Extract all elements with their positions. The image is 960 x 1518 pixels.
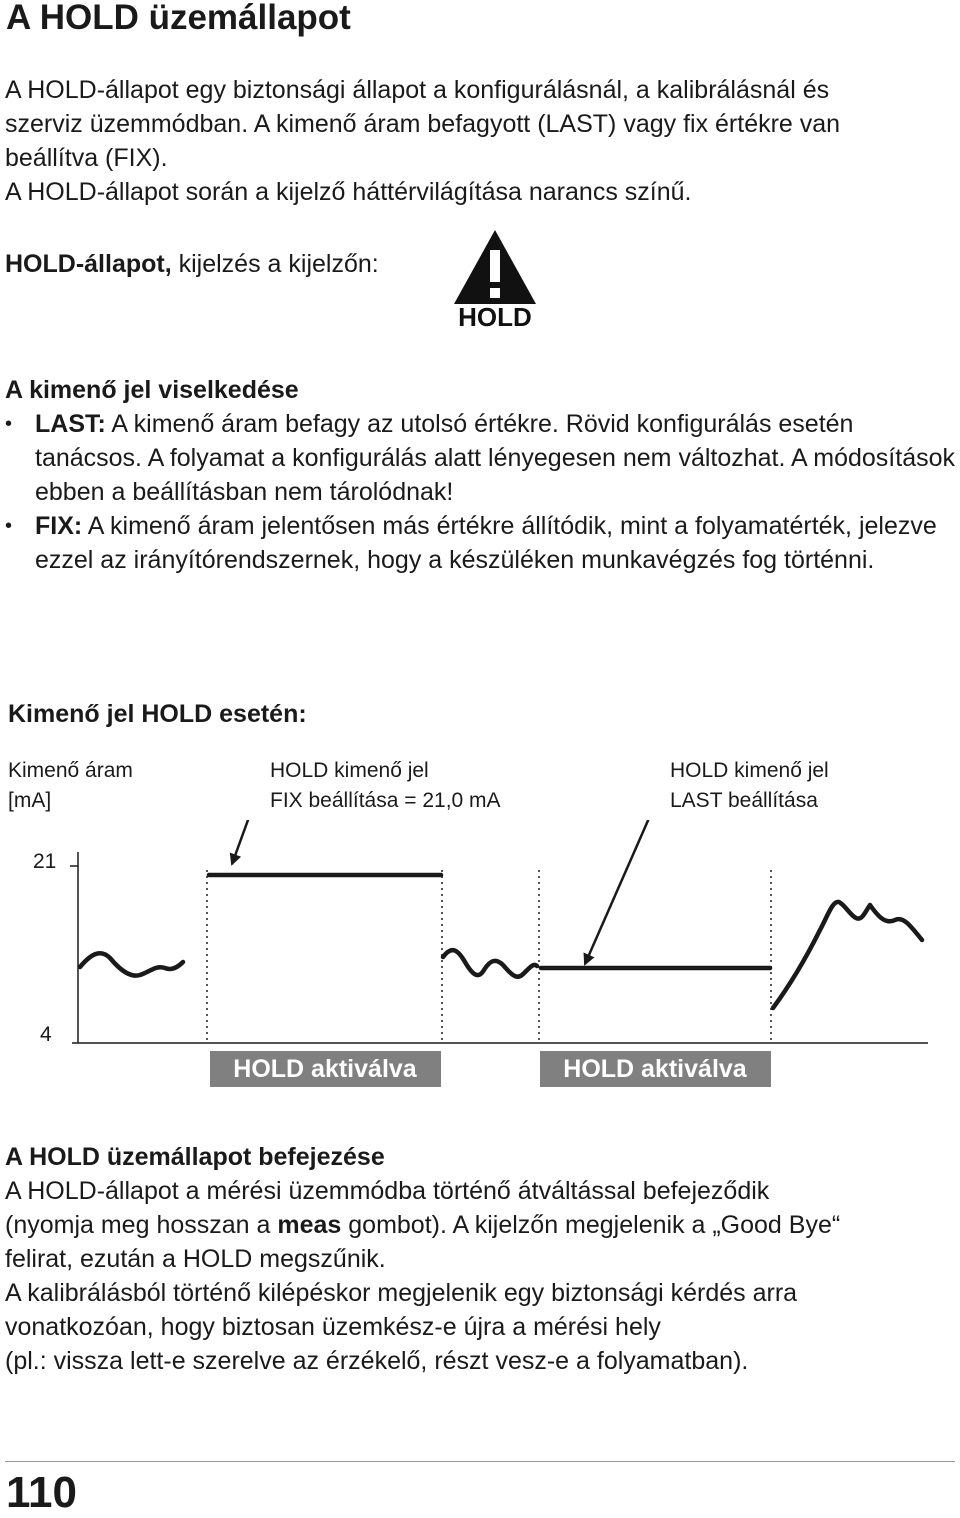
bullet-key: FIX: xyxy=(35,512,83,540)
fix-arrow xyxy=(232,820,256,864)
last-annotation xyxy=(670,756,829,816)
list-item xyxy=(5,407,955,509)
chart-heading: Kimenő jel HOLD esetén: xyxy=(8,700,307,728)
intro-paragraph xyxy=(5,73,840,209)
ending-text: gombot). A kijelzőn megjelenik a „Good Bye“ xyxy=(341,1211,841,1239)
list-item xyxy=(5,509,955,577)
ending-heading: A HOLD üzemállapot befejezése xyxy=(5,1143,385,1171)
signal-segment xyxy=(80,953,183,975)
behavior-section xyxy=(5,373,955,577)
ylabel-line: Kimenő áram xyxy=(8,759,133,782)
display-label xyxy=(5,247,379,281)
intro-line: beállítva (FIX). xyxy=(5,144,168,172)
y-tick-label: 21 xyxy=(33,850,57,873)
ylabel-line: [mA] xyxy=(8,789,52,812)
hold-active-badge-text: HOLD aktiválva xyxy=(563,1055,747,1083)
page-number: 110 xyxy=(6,1468,77,1517)
ending-line: vonatkozóan, hogy biztosan üzemkész-e újra a mérési hely xyxy=(5,1313,661,1341)
bullet-text: A kimenő áram jelentősen más értékre állítódik, mint a folyamatérték, jelezve ezzel az irányítórendszernek, hogy a készüléken munkavégzés fog történni. xyxy=(35,512,937,574)
annotation-line: FIX beállítása = 21,0 mA xyxy=(270,789,501,812)
ending-line: felirat, ezután a HOLD megszűnik. xyxy=(5,1245,386,1273)
y-tick-label: 4 xyxy=(40,1023,52,1046)
ending-line: A HOLD-állapot a mérési üzemmódba történő átváltással befejeződik xyxy=(5,1177,770,1205)
behavior-heading: A kimenő jel viselkedése xyxy=(5,376,299,404)
bullet: • xyxy=(5,413,13,435)
display-label-rest: kijelzés a kijelzőn: xyxy=(171,250,379,278)
bullet-text: A kimenő áram befagy az utolsó értékre. Rövid konfigurálás esetén tanácsos. A folyamat a konfigurálás alatt lényegesen nem változhat. A módosítások ebben a beállításban nem tárolódnak! xyxy=(35,410,955,506)
ending-line: (pl.: vissza lett-e szerelve az érzékelő, részt vesz-e a folyamatban). xyxy=(5,1347,749,1375)
signal-segment xyxy=(443,950,537,977)
signal-segment xyxy=(773,902,922,1008)
last-arrow xyxy=(585,820,657,964)
hold-active-badge-text: HOLD aktiválva xyxy=(233,1055,417,1083)
fix-annotation xyxy=(270,756,501,816)
ending-section xyxy=(5,1140,840,1378)
behavior-list xyxy=(5,407,955,577)
intro-line: szerviz üzemmódban. A kimenő áram befagyott (LAST) vagy fix értékre van xyxy=(5,110,841,138)
hold-signal-chart xyxy=(0,820,960,1095)
intro-line: A HOLD-állapot egy biztonsági állapot a konfigurálásnál, a kalibrálásnál és xyxy=(5,76,830,104)
annotation-line: LAST beállítása xyxy=(670,789,818,812)
hold-icon-text: HOLD xyxy=(458,302,532,332)
meas-key: meas xyxy=(277,1211,342,1239)
display-label-bold: HOLD-állapot, xyxy=(5,250,172,278)
annotation-line: HOLD kimenő jel xyxy=(670,759,829,782)
intro-line: A HOLD-állapot során a kijelző háttérvilágítása narancs színű. xyxy=(5,178,692,206)
ending-line: A kalibrálásból történő kilépéskor megjelenik egy biztonsági kérdés arra xyxy=(5,1279,798,1307)
hold-boundaries xyxy=(207,870,771,1043)
ending-line xyxy=(5,1208,840,1242)
bullet: • xyxy=(5,515,13,537)
bullet-key: LAST: xyxy=(35,410,106,438)
warning-triangle-icon xyxy=(450,228,540,332)
ending-text: (nyomja meg hosszan a xyxy=(5,1211,278,1239)
page-title: A HOLD üzemállapot xyxy=(6,0,351,37)
chart-ylabel xyxy=(8,756,133,816)
annotation-line: HOLD kimenő jel xyxy=(270,759,429,782)
footer-divider xyxy=(5,1461,955,1462)
